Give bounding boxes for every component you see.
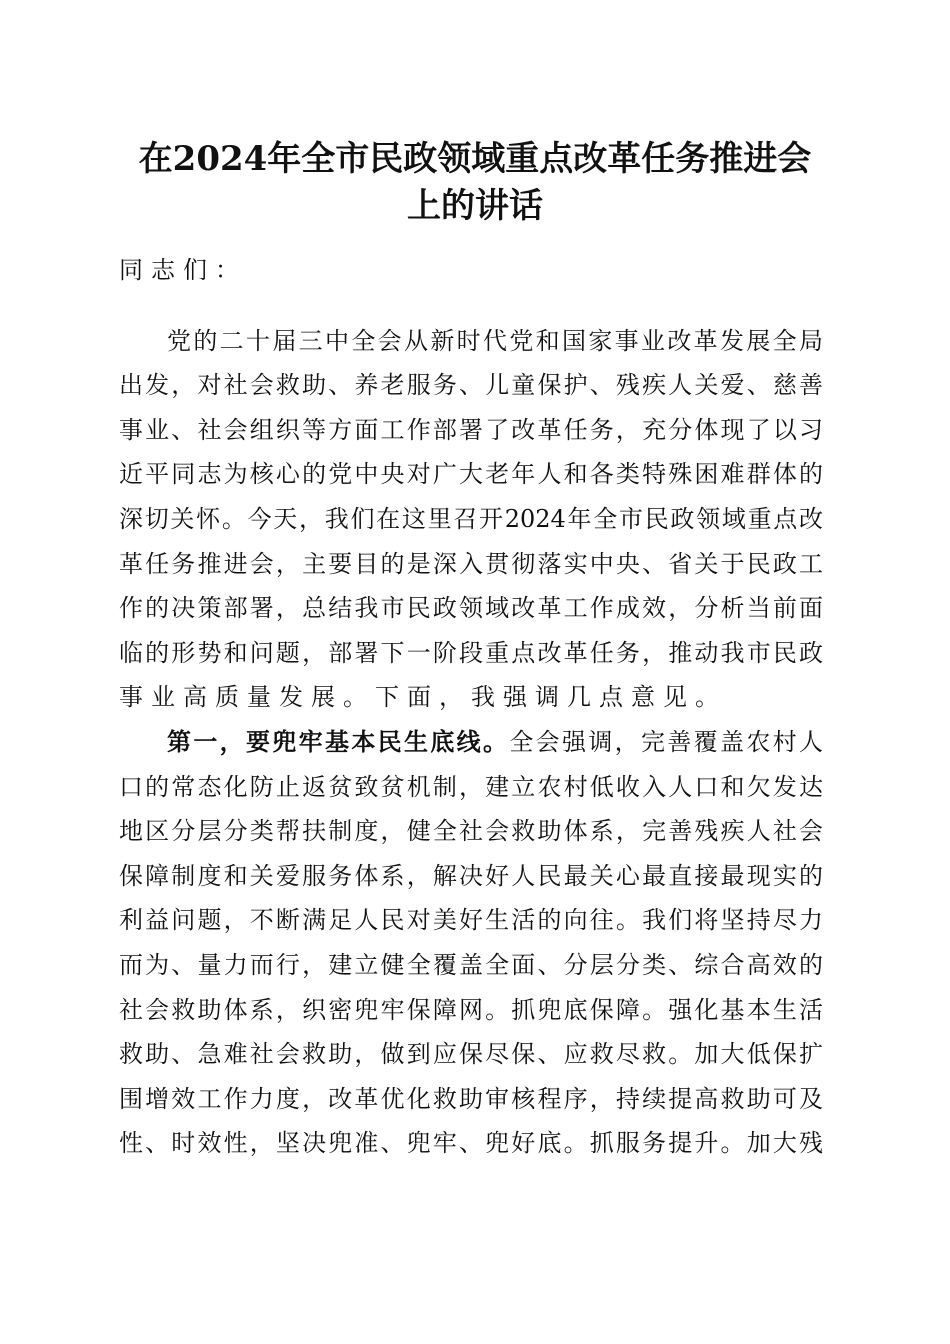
paragraph-2-line: 围增效工作力度，改革优化救助审核程序，持续提高救助可及	[119, 1084, 823, 1113]
paragraph-1-line: 革任务推进会，主要目的是深入贯彻落实中央、省关于民政工	[119, 549, 823, 578]
paragraph-1	[119, 319, 823, 720]
document-title	[100, 136, 850, 230]
title-line-1: 在2024年全市民政领域重点改革任务推进会	[138, 139, 812, 179]
paragraph-1-line: 作的决策部署，总结我市民政领域改革工作成效，分析当前面	[119, 594, 823, 623]
paragraph-1-line: 事业、社会组织等方面工作部署了改革任务，充分体现了以习	[119, 415, 823, 444]
paragraph-1-line: 近平同志为核心的党中央对广大老年人和各类特殊困难群体的	[119, 460, 823, 489]
paragraph-1-line: 党的二十届三中全会从新时代党和国家事业改革发展全局	[167, 326, 823, 355]
paragraph-2-line-1	[119, 720, 823, 765]
paragraph-2-line: 利益问题，不断满足人民对美好生活的向往。我们将坚持尽力	[119, 906, 823, 935]
paragraph-1-line: 出发，对社会救助、养老服务、儿童保护、残疾人关爱、慈善	[119, 371, 823, 400]
paragraph-1-line: 深切关怀。今天，我们在这里召开2024年全市民政领域重点改	[119, 504, 823, 533]
paragraph-2-line: 救助、急难社会救助，做到应保尽保、应救尽救。加大低保扩	[119, 1040, 823, 1069]
paragraph-2-line: 而为、量力而行，建立健全覆盖全面、分层分类、综合高效的	[119, 950, 823, 979]
document-body	[119, 248, 823, 1166]
paragraph-text: 全会强调，完善覆盖农村人	[509, 727, 824, 756]
paragraph-2-line: 保障制度和关爱服务体系，解决好人民最关心最直接最现实的	[119, 861, 823, 890]
title-line-2: 上的讲话	[407, 186, 543, 226]
paragraph-2-line: 社会救助体系，织密兜牢保障网。抓兜底保障。强化基本生活	[119, 995, 823, 1024]
paragraph-1-line: 事业高质量发展。下面，我强调几点意见。	[119, 683, 727, 712]
section-heading: 第一，要兜牢基本民生底线。	[167, 726, 510, 756]
paragraph-1-line: 临的形势和问题，部署下一阶段重点改革任务，推动我市民政	[119, 638, 823, 667]
paragraph-2-line: 性、时效性，坚决兜准、兜牢、兜好底。抓服务提升。加大残	[119, 1129, 823, 1158]
salutation: 同志们：	[119, 256, 247, 284]
paragraph-2-line: 口的常态化防止返贫致贫机制，建立农村低收入人口和欠发达	[119, 772, 823, 801]
paragraph-2	[119, 720, 823, 1166]
paragraph-2-line: 地区分层分类帮扶制度，健全社会救助体系，完善残疾人社会	[119, 817, 823, 846]
